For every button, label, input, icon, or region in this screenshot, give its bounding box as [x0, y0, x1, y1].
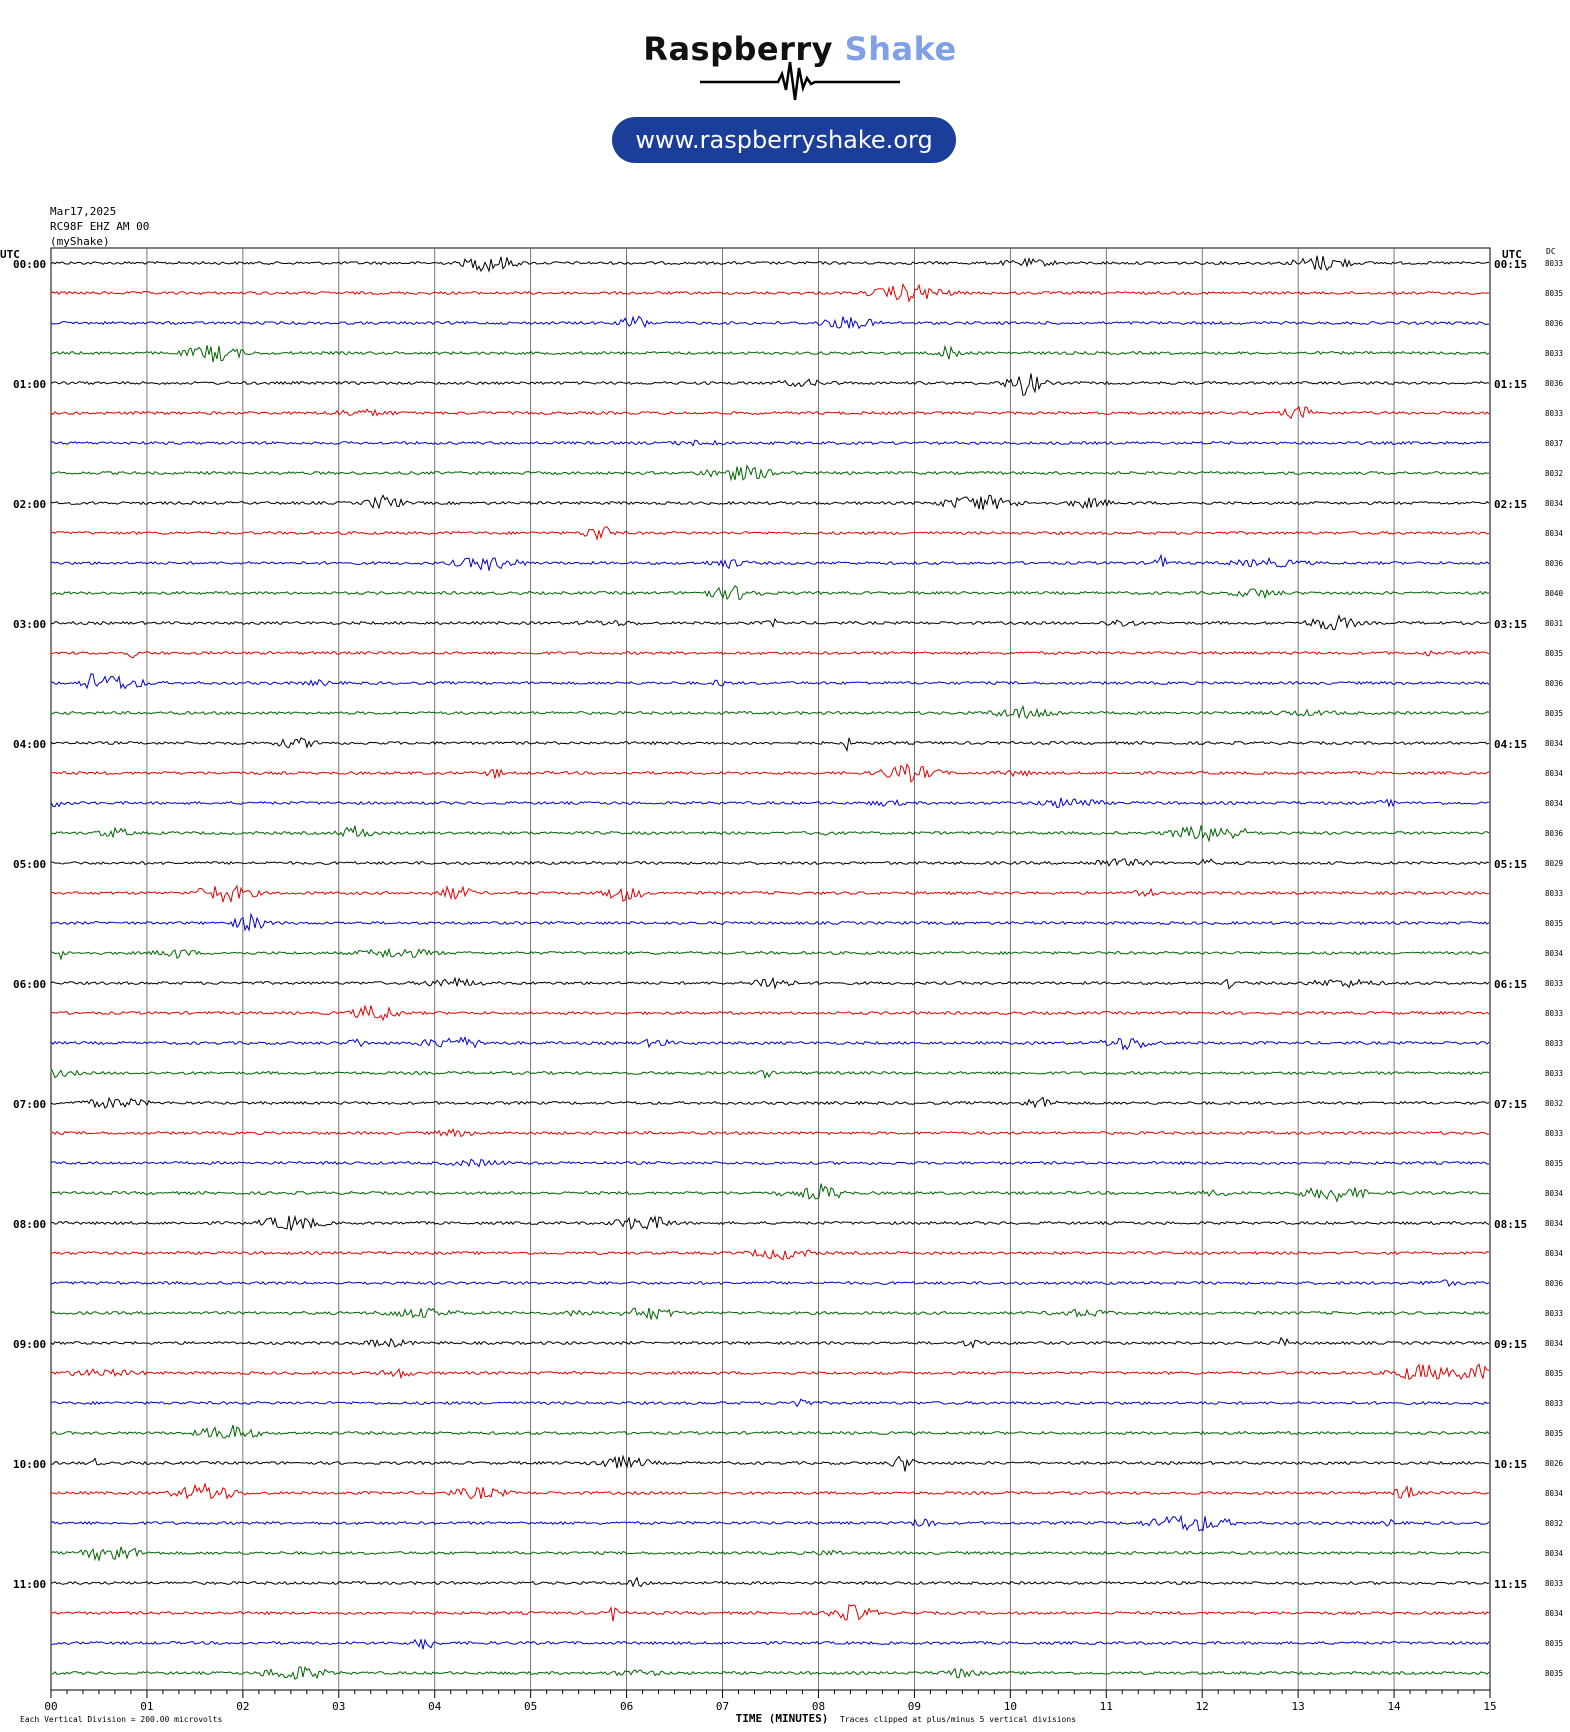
seismic-trace [51, 317, 1489, 329]
x-tick-label: 15 [1483, 1700, 1497, 1713]
left-hour-label: 02:00 [13, 498, 47, 511]
seismic-trace [51, 1280, 1489, 1286]
x-tick-label: 09 [907, 1700, 922, 1713]
left-hour-label: 07:00 [13, 1098, 47, 1111]
dc-value: 8034 [1545, 1609, 1564, 1618]
seismic-trace [51, 1184, 1489, 1202]
seismic-trace [51, 345, 1489, 362]
seismic-trace [51, 859, 1489, 866]
dc-value: 8033 [1545, 1129, 1564, 1138]
x-tick-label: 13 [1291, 1700, 1305, 1713]
right-hour-label: 07:15 [1494, 1098, 1528, 1111]
dc-value: 8035 [1545, 1669, 1564, 1678]
dc-value: 8035 [1545, 649, 1564, 658]
dc-value: 8033 [1545, 409, 1564, 418]
dc-value: 8032 [1545, 469, 1564, 478]
dc-value: 8035 [1545, 919, 1564, 928]
dc-value: 8032 [1545, 1519, 1564, 1528]
left-utc-label: UTC [0, 248, 20, 261]
dc-value: 8033 [1545, 259, 1564, 268]
dc-value: 8034 [1545, 529, 1564, 538]
dc-value: 8033 [1545, 1009, 1564, 1018]
dc-value: 8036 [1545, 379, 1564, 388]
right-hour-label: 06:15 [1494, 978, 1528, 991]
seismic-trace [51, 1098, 1489, 1109]
seismic-trace [51, 1484, 1489, 1499]
x-tick-label: 12 [1195, 1700, 1209, 1713]
right-hour-label: 03:15 [1494, 618, 1528, 631]
dc-value: 8031 [1545, 619, 1564, 628]
seismic-trace [51, 466, 1489, 480]
x-tick-label: 01 [140, 1700, 154, 1713]
right-hour-label: 11:15 [1494, 1578, 1528, 1591]
x-tick-label: 07 [715, 1700, 730, 1713]
dc-value: 8036 [1545, 829, 1564, 838]
seismic-trace [51, 586, 1489, 600]
seismic-trace [51, 886, 1489, 902]
right-hour-label: 09:15 [1494, 1338, 1528, 1351]
dc-value: 8036 [1545, 319, 1564, 328]
dc-value: 8033 [1545, 1039, 1564, 1048]
brand-part-2: Shake [844, 30, 957, 68]
seismic-trace [51, 1037, 1489, 1049]
right-hour-label: 04:15 [1494, 738, 1528, 751]
x-tick-label: 14 [1387, 1700, 1401, 1713]
dc-value: 8033 [1545, 1579, 1564, 1588]
dc-value: 8034 [1545, 949, 1564, 958]
dc-value: 8033 [1545, 349, 1564, 358]
seismic-trace [51, 738, 1489, 751]
seismic-trace [51, 407, 1489, 418]
seismic-trace [51, 1578, 1489, 1587]
dc-header-label: DC [1546, 247, 1556, 256]
dc-value: 8033 [1545, 1399, 1564, 1408]
left-hour-label: 08:00 [13, 1218, 47, 1231]
seismic-trace [51, 1639, 1489, 1649]
seismic-trace [51, 651, 1489, 658]
station-label: RC98F EHZ AM 00 [50, 220, 150, 233]
dc-value: 8033 [1545, 1069, 1564, 1078]
dc-value: 8034 [1545, 799, 1564, 808]
dc-value: 8033 [1545, 979, 1564, 988]
x-tick-label: 11 [1099, 1700, 1113, 1713]
seismic-trace [51, 527, 1489, 539]
network-label: (myShake) [50, 235, 110, 248]
left-hour-label: 01:00 [13, 378, 47, 391]
dc-value: 8037 [1545, 439, 1564, 448]
dc-value: 8034 [1545, 499, 1564, 508]
dc-value: 8036 [1545, 679, 1564, 688]
seismic-trace [51, 1068, 1489, 1078]
x-tick-label: 00 [44, 1700, 58, 1713]
left-hour-label: 03:00 [13, 618, 47, 631]
right-hour-label: 08:15 [1494, 1218, 1528, 1231]
seismic-trace [51, 1159, 1489, 1166]
seismic-trace [51, 1456, 1489, 1471]
right-hour-label: 10:15 [1494, 1458, 1528, 1471]
right-hour-label: 00:15 [1494, 258, 1528, 271]
left-hour-label: 10:00 [13, 1458, 47, 1471]
dc-value: 8036 [1545, 559, 1564, 568]
seismic-trace [51, 1216, 1489, 1231]
seismic-trace [51, 616, 1489, 630]
footer-clip-note: Traces clipped at plus/minus 5 vertical divisions [840, 1715, 1077, 1724]
left-hour-label: 11:00 [13, 1578, 47, 1591]
seismic-trace [51, 1605, 1489, 1622]
dc-value: 8035 [1545, 709, 1564, 718]
x-tick-label: 08 [811, 1700, 826, 1713]
dc-value: 8032 [1545, 1099, 1564, 1108]
dc-value: 8029 [1545, 859, 1564, 868]
seismic-trace [51, 374, 1489, 396]
right-utc-label: UTC [1502, 248, 1522, 261]
right-hour-label: 05:15 [1494, 858, 1528, 871]
seismic-trace [51, 1250, 1489, 1260]
seismic-trace [51, 256, 1489, 271]
dc-value: 8035 [1545, 289, 1564, 298]
dc-value: 8033 [1545, 1309, 1564, 1318]
seismic-trace [51, 764, 1489, 782]
left-hour-label: 06:00 [13, 978, 47, 991]
dc-value: 8034 [1545, 739, 1564, 748]
dc-value: 8034 [1545, 1219, 1564, 1228]
dc-value: 8034 [1545, 1549, 1564, 1558]
left-hour-label: 00:00 [13, 258, 47, 271]
seismic-trace [51, 1006, 1489, 1020]
seismic-trace [51, 1425, 1489, 1438]
seismic-trace [51, 674, 1489, 689]
dc-value: 8034 [1545, 1489, 1564, 1498]
dc-value: 8035 [1545, 1429, 1564, 1438]
seismic-trace [51, 798, 1489, 808]
seismic-trace [51, 1667, 1489, 1679]
dc-value: 8036 [1545, 1279, 1564, 1288]
seismic-trace [51, 1547, 1489, 1561]
dc-value: 8034 [1545, 1189, 1564, 1198]
plot-grid [51, 248, 1490, 1698]
dc-value: 8034 [1545, 1249, 1564, 1258]
x-tick-label: 10 [1003, 1700, 1017, 1713]
seismic-trace [51, 914, 1489, 930]
seismic-trace [51, 825, 1489, 841]
date-label: Mar17,2025 [50, 205, 117, 218]
seismic-trace [51, 1338, 1489, 1348]
x-tick-label: 05 [524, 1700, 538, 1713]
right-hour-label: 02:15 [1494, 498, 1528, 511]
x-tick-label: 06 [619, 1700, 634, 1713]
footer-scale-note: Each Vertical Division = 200.00 microvolts [20, 1715, 223, 1724]
dc-value: 8034 [1545, 769, 1564, 778]
seismic-trace [51, 978, 1489, 989]
dc-value: 8040 [1545, 589, 1564, 598]
plot-frame [51, 248, 1490, 1690]
x-axis-title: TIME (MINUTES) [735, 1712, 829, 1725]
seismic-trace [51, 1308, 1489, 1320]
dc-value: 8026 [1545, 1459, 1564, 1468]
x-tick-label: 04 [428, 1700, 442, 1713]
seismic-trace [51, 1129, 1489, 1136]
x-tick-label: 02 [236, 1700, 250, 1713]
dc-value: 8034 [1545, 1339, 1564, 1348]
x-tick-label: 03 [332, 1700, 346, 1713]
seismic-trace [51, 949, 1489, 959]
axis-labels [0, 247, 1564, 1725]
dc-value: 8033 [1545, 889, 1564, 898]
seismic-trace [51, 1516, 1489, 1531]
dc-value: 8035 [1545, 1639, 1564, 1648]
seismic-trace [51, 495, 1489, 510]
dc-value: 8035 [1545, 1369, 1564, 1378]
seismic-trace [51, 284, 1489, 301]
seismic-trace [51, 1399, 1489, 1406]
seismic-trace [51, 555, 1489, 570]
seismic-trace [51, 1364, 1489, 1379]
right-hour-label: 01:15 [1494, 378, 1528, 391]
dc-value: 8035 [1545, 1159, 1564, 1168]
seismic-trace [51, 440, 1489, 445]
left-hour-label: 04:00 [13, 738, 47, 751]
brand-part-1: Raspberry [643, 30, 834, 68]
left-hour-label: 05:00 [13, 858, 47, 871]
left-hour-label: 09:00 [13, 1338, 47, 1351]
seismic-traces [51, 256, 1489, 1679]
website-url-pill[interactable]: www.raspberryshake.org [612, 117, 956, 163]
seismic-trace [51, 706, 1489, 718]
